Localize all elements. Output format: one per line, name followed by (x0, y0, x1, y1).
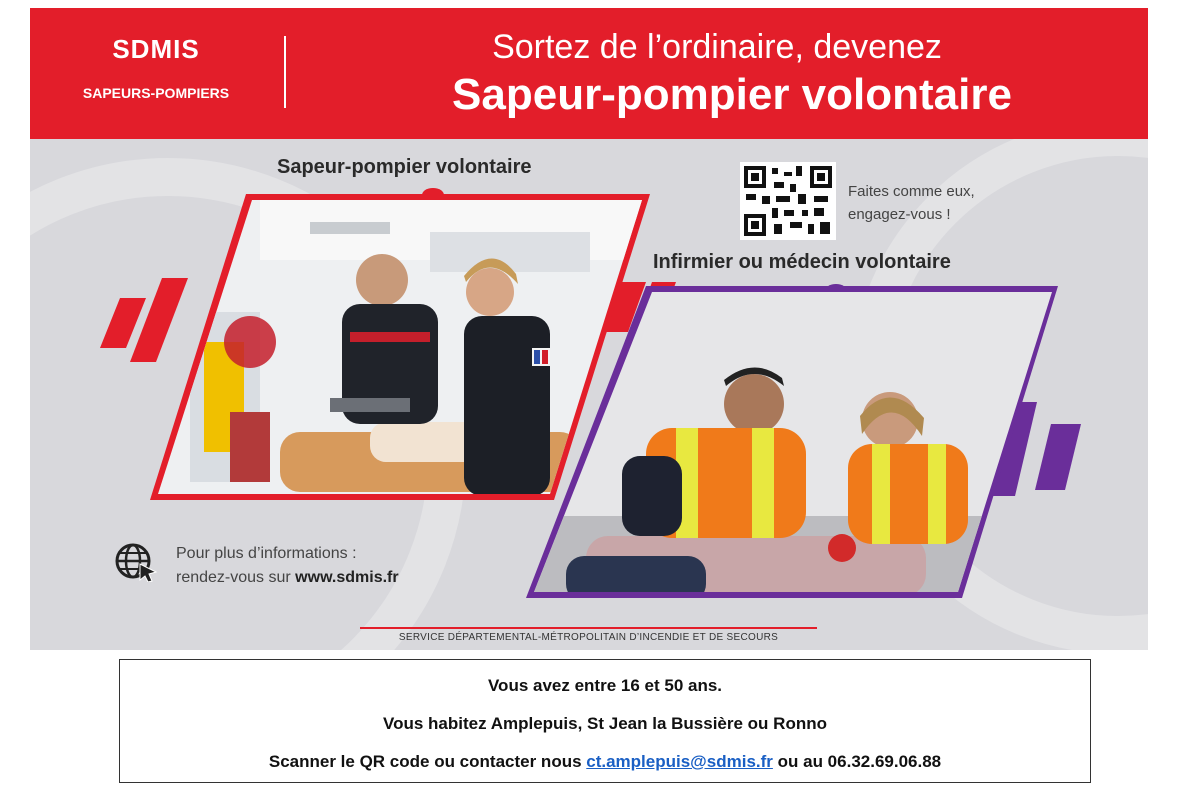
website-link[interactable]: www.sdmis.fr (295, 569, 399, 586)
header-banner (30, 8, 1148, 139)
info-box (119, 659, 1091, 783)
note-contact (120, 752, 1090, 772)
qr-caption (848, 180, 975, 226)
email-link[interactable]: ct.amplepuis@sdmis.fr (586, 752, 773, 771)
section-title-firefighter: Sapeur-pompier volontaire (277, 156, 532, 178)
brand-name: SDMIS (112, 34, 200, 64)
note-age: Vous avez entre 16 et 50 ans. (487, 676, 723, 695)
headline-line1: Sortez de l’ordinaire, devenez (492, 28, 942, 66)
photo-nurse-doctor (526, 286, 1058, 602)
globe-cursor-icon (114, 542, 158, 582)
header-divider (284, 36, 286, 108)
recruitment-poster (30, 8, 1148, 650)
info-text (176, 542, 399, 590)
brand-logo (30, 34, 282, 101)
info-line2 (176, 566, 399, 590)
note-contact-prefix: Scanner le QR code ou contacter nous (268, 752, 587, 771)
info-line2-prefix: rendez-vous sur (176, 569, 296, 586)
note-contact-suffix: ou au 06.32.69.06.88 (772, 752, 942, 771)
info-line1: Pour plus d’informations : (176, 545, 357, 562)
qr-code[interactable] (740, 162, 836, 240)
note-location: Vous habitez Amplepuis, St Jean la Bussière ou Ronno (383, 714, 827, 733)
section-title-medical: Infirmier ou médecin volontaire (653, 251, 951, 273)
footer-service-name: SERVICE DÉPARTEMENTAL-MÉTROPOLITAIN D’INCENDIE ET DE SECOURS (398, 632, 779, 643)
footer-divider (360, 627, 817, 629)
qr-caption-line1: Faites comme eux, (848, 183, 975, 200)
qr-caption-line2: engagez-vous ! (848, 206, 951, 223)
headline-line2: Sapeur-pompier volontaire (452, 70, 1012, 119)
brand-subtitle: SAPEURS-POMPIERS (82, 85, 230, 101)
